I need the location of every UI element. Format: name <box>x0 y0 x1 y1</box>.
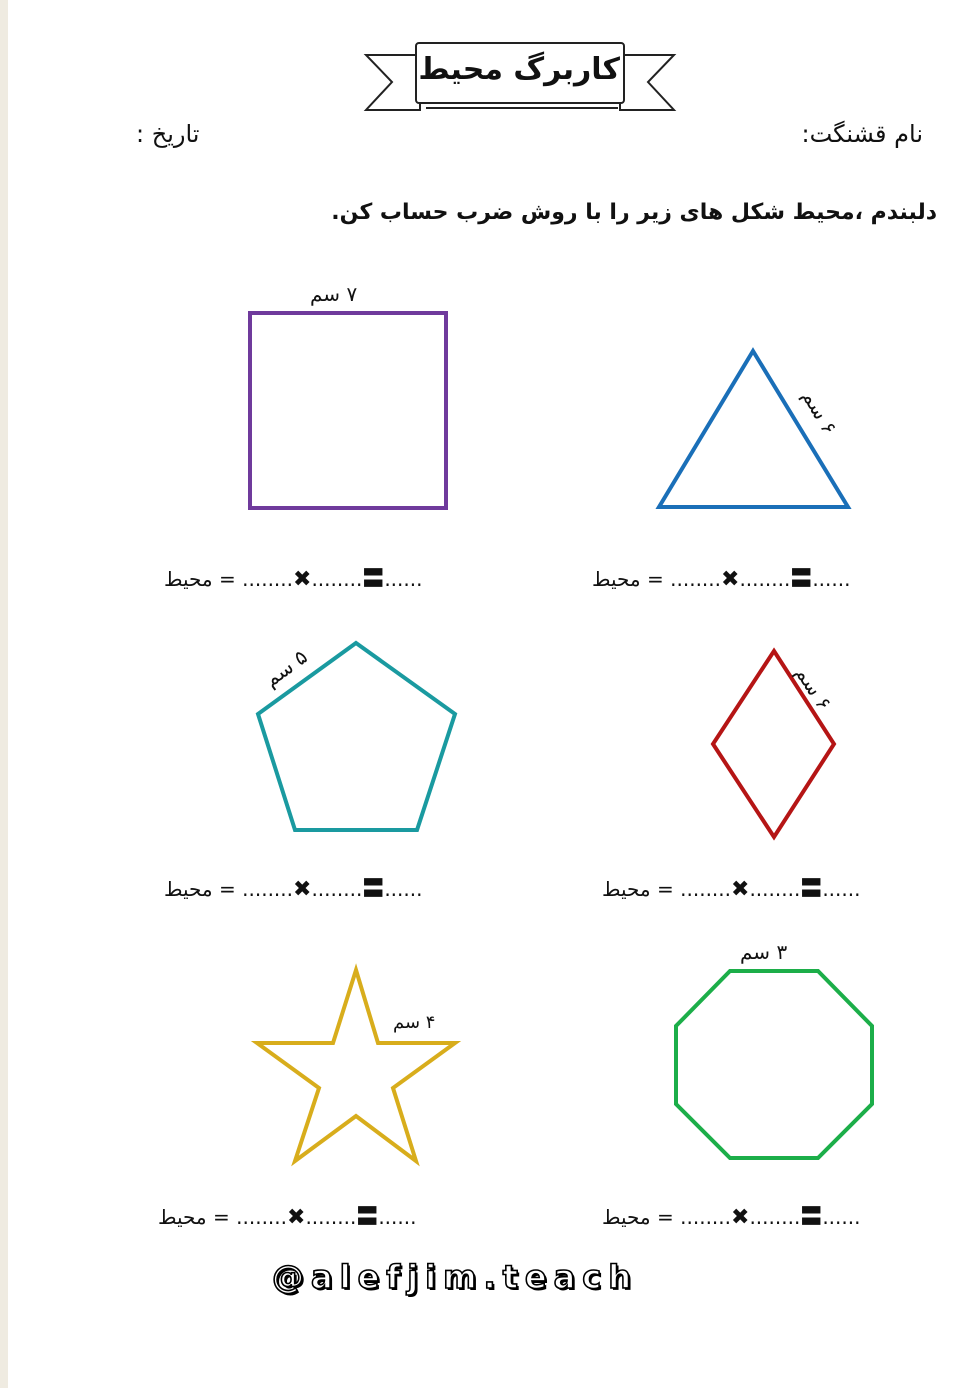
perimeter-word: محیط <box>164 567 213 591</box>
square-side-label: ۷ سم <box>310 282 358 306</box>
perimeter-word: محیط <box>164 877 213 901</box>
star-side-label: ۴ سم <box>393 1012 436 1033</box>
blank: ........ <box>311 567 363 591</box>
rhombus-side-label: ۶ سم <box>790 661 837 715</box>
blank: ...... <box>378 1205 417 1229</box>
bold-equals-sign: 〓 <box>800 877 823 902</box>
square-formula <box>164 562 422 593</box>
perimeter-word: محیط <box>602 877 651 901</box>
blank: ........ <box>680 877 731 901</box>
blank: ........ <box>242 567 293 591</box>
octagon-side-label: ۳ سم <box>740 940 788 964</box>
blank: ...... <box>384 567 423 591</box>
square-shape <box>250 313 446 508</box>
times-sign: ✖ <box>721 567 740 592</box>
times-sign: ✖ <box>293 567 312 592</box>
octagon-formula <box>602 1200 860 1231</box>
bold-equals-sign: 〓 <box>356 1205 379 1230</box>
blank: ........ <box>236 1205 287 1229</box>
blank: ...... <box>384 877 423 901</box>
blank: ........ <box>749 877 801 901</box>
blank: ...... <box>812 567 851 591</box>
equals-sign: = <box>219 877 236 901</box>
name-label: نام قشنگت: <box>801 120 923 148</box>
blank: ........ <box>739 567 791 591</box>
triangle-formula <box>592 562 850 593</box>
times-sign: ✖ <box>731 1205 750 1230</box>
star-formula <box>158 1200 416 1231</box>
equals-sign: = <box>647 567 664 591</box>
equals-sign: = <box>213 1205 230 1229</box>
perimeter-word: محیط <box>602 1205 651 1229</box>
pentagon-side-label: ۵ سم <box>259 644 312 692</box>
equals-sign: = <box>219 567 236 591</box>
triangle-side-label: ۶ سم <box>797 385 842 439</box>
times-sign: ✖ <box>287 1205 306 1230</box>
perimeter-word: محیط <box>158 1205 207 1229</box>
bold-equals-sign: 〓 <box>362 567 385 592</box>
blank: ........ <box>305 1205 357 1229</box>
blank: ...... <box>822 877 861 901</box>
times-sign: ✖ <box>731 877 750 902</box>
octagon-shape <box>676 971 872 1158</box>
blank: ........ <box>242 877 293 901</box>
watermark-handle: @alefjim.teach <box>272 1258 638 1296</box>
blank: ........ <box>311 877 363 901</box>
blank: ........ <box>680 1205 731 1229</box>
instruction-text: دلبندم ،محیط شکل های زیر را با روش ضرب حساب کن. <box>331 200 937 225</box>
equals-sign: = <box>657 877 674 901</box>
page-title: کاربرگ محیط <box>418 52 620 87</box>
date-label: تاریخ : <box>136 120 200 148</box>
blank: ........ <box>670 567 721 591</box>
perimeter-word: محیط <box>592 567 641 591</box>
bold-equals-sign: 〓 <box>800 1205 823 1230</box>
bold-equals-sign: 〓 <box>362 877 385 902</box>
blank: ........ <box>749 1205 801 1229</box>
equals-sign: = <box>657 1205 674 1229</box>
pentagon-formula <box>164 872 422 903</box>
times-sign: ✖ <box>293 877 312 902</box>
rhombus-formula <box>602 872 860 903</box>
blank: ...... <box>822 1205 861 1229</box>
star-shape <box>257 970 455 1161</box>
bold-equals-sign: 〓 <box>790 567 813 592</box>
